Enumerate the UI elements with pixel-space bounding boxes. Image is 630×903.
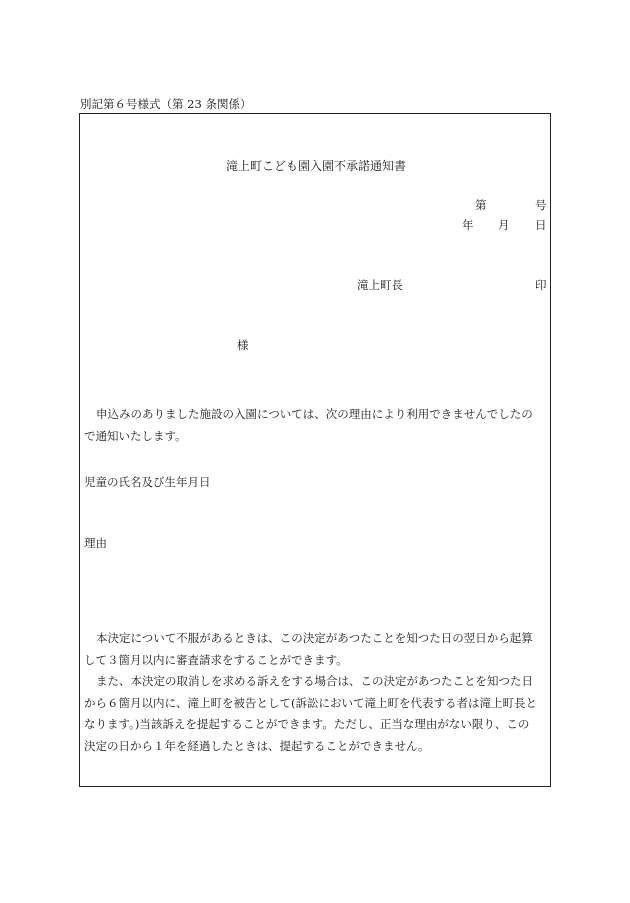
appeal-line: 決定の日から１年を経過したときは、提起することができません。 [84,738,430,753]
form-caption: 別記第６号様式（第 23 条関係） [80,97,252,111]
appeal-line: から６箇月以内に、滝上町を被告として(訴訟において滝上町を代表する者は滝上町長と [84,695,537,710]
notice-paragraph [84,404,546,447]
seal-mark: 印 [535,278,547,292]
number-go: 号 [535,198,547,212]
child-field-label: 児童の氏名及び生年月日 [84,475,211,489]
appeal-paragraph [84,628,546,757]
recipient-suffix: 様 [237,338,249,352]
appeal-line: 本決定について不服があるときは、この決定があつたことを知つた日の翌日から起算 [96,631,533,645]
issuer-title: 滝上町長 [357,278,403,292]
appeal-line: また、本決定の取消しを求める訴えをする場合は、この決定があつたことを知つた日 [96,674,533,688]
date-day: 日 [535,218,547,232]
appeal-line: して３箇月以内に審査請求をすることができます。 [84,652,348,667]
document-title: 滝上町こども園入園不承諾通知書 [226,159,407,173]
notice-line-2: で通知いたします。 [84,428,187,443]
number-dai: 第 [475,198,487,212]
reason-label: 理由 [84,536,107,550]
date-year: 年 [462,218,474,232]
date-month: 月 [498,218,510,232]
appeal-line: なります。)当該訴えを提起することができます。ただし、正当な理由がない限り、この [84,717,530,731]
notice-line-1: 申込みのありました施設の入園については、次の理由により利用できませんでしたの [96,407,533,421]
